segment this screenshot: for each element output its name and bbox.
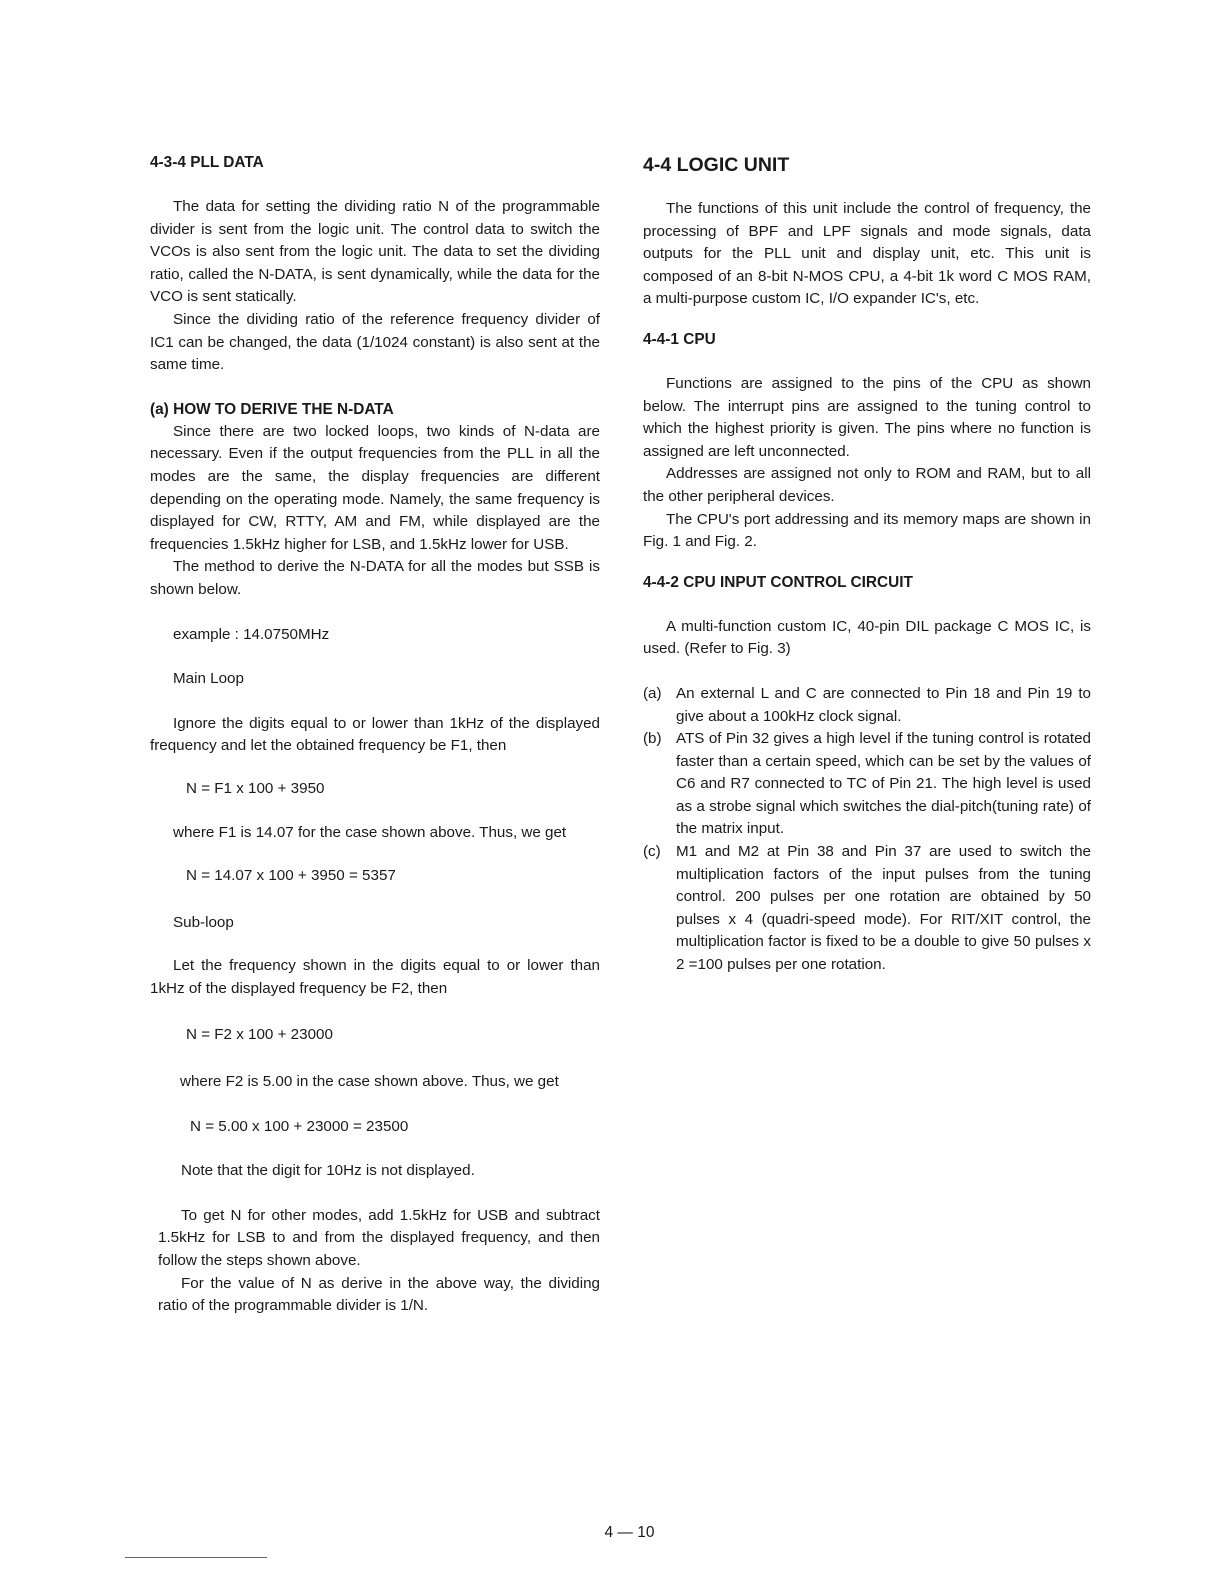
left-column (150, 152, 600, 1318)
equation: N = 5.00 x 100 + 23000 = 23500 (190, 1117, 409, 1135)
paragraph: Functions are assigned to the pins of the CPU as shown below. The interrupt pins are assigned to the tuning control to which the highest priority is given. The pins where no function is assigned are left unconnected. (643, 374, 1091, 460)
paragraph: Let the frequency shown in the digits equal to or lower than 1kHz of the displayed frequency be F2, then (150, 957, 600, 997)
paragraph: The functions of this unit include the control of frequency, the processing of BPF and LPF signals and mode signals, data outputs for the PLL unit and display unit, etc. This unit is composed of an 8-bit N-MOS CPU, a 4-bit 1k word C MOS RAM, a multi-purpose custom IC, I/O expander IC's, etc. (643, 200, 1091, 308)
main-loop-label: Main Loop (173, 670, 244, 688)
paragraph: For the value of N as derive in the above way, the dividing ratio of the programmable divider is 1/N. (158, 1274, 600, 1315)
paragraph: The method to derive the N-DATA for all the modes but SSB is shown below. (150, 558, 600, 598)
paragraph: where F1 is 14.07 for the case shown above. Thus, we get (173, 824, 567, 842)
list-item (643, 728, 1091, 841)
list-item (643, 841, 1091, 977)
list-item-text: An external L and C are connected to Pin 18 and Pin 19 to give about a 100kHz clock signal. (676, 684, 1091, 725)
list-item (643, 683, 1091, 728)
paragraph: The data for setting the dividing ratio N of the programmable divider is sent from the logic unit. The control data to switch the VCOs is also sent from the logic unit. The data to set the dividing ratio, called the N-DATA, is sent dynamically, while the data for the VCO is sent statically. (150, 198, 600, 306)
example-line: example : 14.0750MHz (173, 625, 330, 643)
right-column (643, 152, 1091, 977)
footer-divider (125, 1557, 267, 1558)
equation: N = F1 x 100 + 3950 (186, 779, 325, 797)
subsection-heading: (a) HOW TO DERIVE THE N-DATA (150, 400, 394, 418)
list-item-text: ATS of Pin 32 gives a high level if the tuning control is rotated faster than a certain speed, which can be set by the values of C6 and R7 connected to TC of Pin 21. The high level is used as a strobe signal which switches the dial-pitch(tuning rate) of the matrix input. (676, 730, 1091, 838)
section-heading-logic-unit: 4-4 LOGIC UNIT (643, 154, 790, 176)
paragraph: Since there are two locked loops, two kinds of N-data are necessary. Even if the output frequencies from the PLL in all the modes are the same, the display frequencies are different depending on the operating mode. Namely, the same frequency is displayed for CW, RTTY, AM and FM, while displayed are the frequencies 1.5kHz higher for LSB, and 1.5kHz lower for USB. (150, 422, 600, 553)
section-heading-cpu-input-control: 4-4-2 CPU INPUT CONTROL CIRCUIT (643, 573, 913, 591)
sub-loop-label: Sub-loop (173, 913, 234, 931)
list-item-text: M1 and M2 at Pin 38 and Pin 37 are used to switch the multiplication factors of the input pulses from the tuning control. 200 pulses per one rotation are obtained by 50 pulses x 4 (quadri-speed mode). For RIT/XIT control, the multiplication factor is fixed to be a double to give 50 pulses x 2 =100 pulses per one rotation. (676, 843, 1091, 974)
equation: N = 14.07 x 100 + 3950 = 5357 (186, 867, 396, 885)
equation: N = F2 x 100 + 23000 (186, 1026, 333, 1044)
paragraph: Addresses are assigned not only to ROM and RAM, but to all the other peripheral devices. (643, 465, 1091, 505)
paragraph: Since the dividing ratio of the reference frequency divider of IC1 can be changed, the data (1/1024 constant) is also sent at the same time. (150, 310, 600, 374)
list-marker: (b) (643, 730, 662, 748)
section-heading-cpu: 4-4-1 CPU (643, 330, 716, 348)
paragraph: The CPU's port addressing and its memory maps are shown in Fig. 1 and Fig. 2. (643, 510, 1091, 551)
note-line: Note that the digit for 10Hz is not displayed. (181, 1162, 475, 1180)
paragraph: where F2 is 5.00 in the case shown above. Thus, we get (180, 1073, 559, 1091)
section-heading-pll-data: 4-3-4 PLL DATA (150, 154, 264, 171)
list-marker: (a) (643, 684, 662, 702)
page-number: 4 — 10 (604, 1524, 655, 1541)
list-marker: (c) (643, 843, 661, 861)
paragraph: A multi-function custom IC, 40-pin DIL package C MOS IC, is used. (Refer to Fig. 3) (643, 617, 1091, 658)
paragraph: To get N for other modes, add 1.5kHz for USB and subtract 1.5kHz for LSB to and from the displayed frequency, and then follow the steps shown above. (158, 1206, 600, 1269)
item-list (643, 683, 1091, 977)
paragraph: Ignore the digits equal to or lower than 1kHz of the displayed frequency and let the obtained frequency be F1, then (150, 714, 600, 755)
